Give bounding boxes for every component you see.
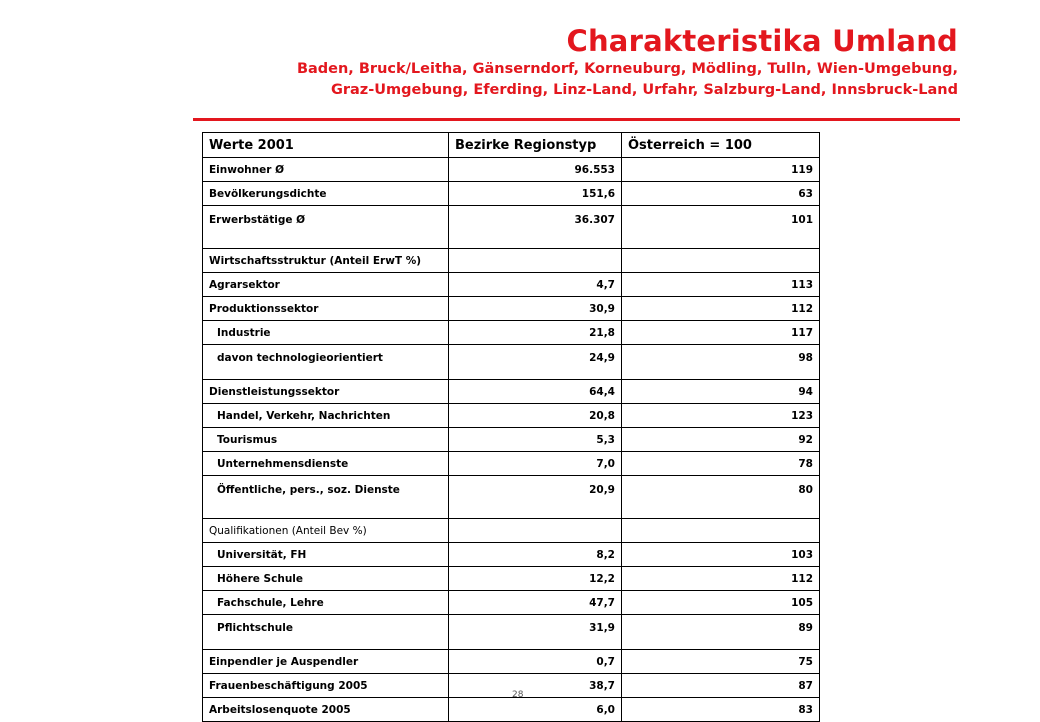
row-label: Produktionssektor	[203, 297, 449, 321]
row-value	[449, 249, 622, 273]
row-value	[449, 519, 622, 543]
subtitle-line-2: Graz-Umgebung, Eferding, Linz-Land, Urfahr, Salzburg-Land, Innsbruck-Land	[330, 82, 958, 98]
row-index: 63	[622, 182, 820, 206]
table-row	[203, 273, 820, 297]
row-value: 38,7	[449, 674, 622, 698]
row-index: 117	[622, 321, 820, 345]
row-index: 89	[622, 615, 820, 650]
table-row	[203, 476, 820, 519]
row-value: 5,3	[449, 428, 622, 452]
row-label: Öffentliche, pers., soz. Dienste	[203, 476, 449, 519]
table-row	[203, 452, 820, 476]
row-label: Pflichtschule	[203, 615, 449, 650]
table-row	[203, 345, 820, 380]
row-value: 47,7	[449, 591, 622, 615]
row-index: 112	[622, 567, 820, 591]
column-header: Bezirke Regionstyp	[449, 133, 622, 158]
row-index: 78	[622, 452, 820, 476]
row-index: 119	[622, 158, 820, 182]
table-row	[203, 698, 820, 722]
row-value: 64,4	[449, 380, 622, 404]
table-row	[203, 428, 820, 452]
row-label: Handel, Verkehr, Nachrichten	[203, 404, 449, 428]
table-row	[203, 380, 820, 404]
row-value: 31,9	[449, 615, 622, 650]
row-value: 21,8	[449, 321, 622, 345]
row-index: 83	[622, 698, 820, 722]
row-value: 20,8	[449, 404, 622, 428]
row-index	[622, 519, 820, 543]
row-label: Universität, FH	[203, 543, 449, 567]
row-index: 112	[622, 297, 820, 321]
row-value: 24,9	[449, 345, 622, 380]
page-title: Charakteristika Umland	[566, 24, 958, 58]
row-value: 8,2	[449, 543, 622, 567]
row-label: Unternehmensdienste	[203, 452, 449, 476]
row-value: 4,7	[449, 273, 622, 297]
row-value: 12,2	[449, 567, 622, 591]
table-group-row	[203, 249, 820, 273]
data-table	[202, 132, 820, 722]
table-row	[203, 650, 820, 674]
row-value: 6,0	[449, 698, 622, 722]
row-label: Einpendler je Auspendler	[203, 650, 449, 674]
page-number: 28	[512, 690, 524, 700]
table-row	[203, 182, 820, 206]
group-label: Wirtschaftsstruktur (Anteil ErwT %)	[203, 249, 449, 273]
row-label: Höhere Schule	[203, 567, 449, 591]
row-label: Einwohner Ø	[203, 158, 449, 182]
table-header-row	[203, 133, 820, 158]
group-label: Qualifikationen (Anteil Bev %)	[203, 519, 449, 543]
table-row	[203, 591, 820, 615]
row-value: 151,6	[449, 182, 622, 206]
table-row	[203, 615, 820, 650]
row-index: 113	[622, 273, 820, 297]
row-index: 80	[622, 476, 820, 519]
row-label: Fachschule, Lehre	[203, 591, 449, 615]
row-label: Industrie	[203, 321, 449, 345]
title-block	[297, 24, 958, 100]
row-value: 36.307	[449, 206, 622, 249]
table-row	[203, 543, 820, 567]
subtitle-line-1: Baden, Bruck/Leitha, Gänserndorf, Korneuburg, Mödling, Tulln, Wien-Umgebung,	[296, 61, 958, 77]
column-header: Österreich = 100	[622, 133, 820, 158]
table-row	[203, 567, 820, 591]
row-index: 123	[622, 404, 820, 428]
row-label: Frauenbeschäftigung 2005	[203, 674, 449, 698]
row-label: Dienstleistungssektor	[203, 380, 449, 404]
column-header: Werte 2001	[203, 133, 449, 158]
row-label: Tourismus	[203, 428, 449, 452]
row-value: 0,7	[449, 650, 622, 674]
row-index: 87	[622, 674, 820, 698]
row-index: 94	[622, 380, 820, 404]
row-index: 101	[622, 206, 820, 249]
row-value: 7,0	[449, 452, 622, 476]
table-row	[203, 206, 820, 249]
row-label: Bevölkerungsdichte	[203, 182, 449, 206]
table-row	[203, 404, 820, 428]
row-label: davon technologieorientiert	[203, 345, 449, 380]
table-group-row	[203, 519, 820, 543]
table-row	[203, 674, 820, 698]
row-index: 103	[622, 543, 820, 567]
row-label: Arbeitslosenquote 2005	[203, 698, 449, 722]
row-index: 92	[622, 428, 820, 452]
table-row	[203, 297, 820, 321]
row-label: Agrarsektor	[203, 273, 449, 297]
row-index: 75	[622, 650, 820, 674]
table-row	[203, 158, 820, 182]
row-index	[622, 249, 820, 273]
table-row	[203, 321, 820, 345]
row-value: 20,9	[449, 476, 622, 519]
row-value: 96.553	[449, 158, 622, 182]
title-divider	[193, 118, 960, 121]
row-value: 30,9	[449, 297, 622, 321]
row-label: Erwerbstätige Ø	[203, 206, 449, 249]
row-index: 105	[622, 591, 820, 615]
row-index: 98	[622, 345, 820, 380]
